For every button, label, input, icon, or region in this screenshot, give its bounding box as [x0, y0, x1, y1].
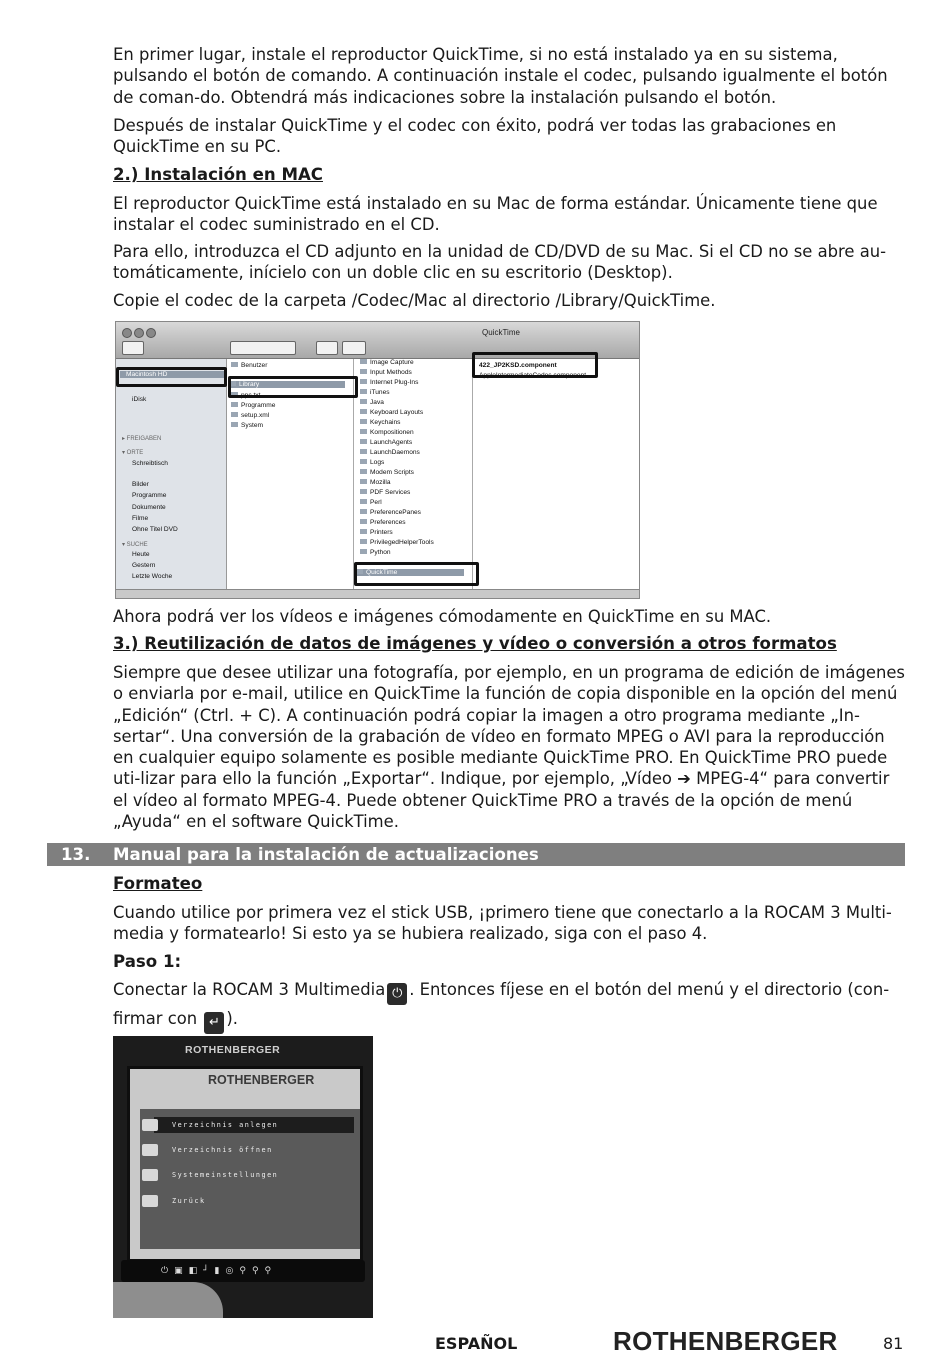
- reuse-heading: 3.) Reutilización de datos de imágenes y vídeo o conversión a otros formatos: [113, 634, 837, 653]
- sidebar-item: Gestern: [132, 562, 156, 569]
- file-item: ppc.txt: [231, 392, 260, 399]
- codec-file-item: 422_JP2KSD.component: [479, 362, 557, 369]
- sidebar-item: Programme: [132, 492, 167, 499]
- footer-language: ESPAÑOL: [435, 1334, 518, 1353]
- codec-file-item: AppleIntermediateCodec.component: [479, 372, 587, 379]
- folder-item: Keyboard Layouts: [360, 409, 423, 416]
- sidebar-item: Filme: [132, 515, 149, 522]
- page-number: 81: [883, 1334, 904, 1353]
- view-mode-icon: [230, 341, 296, 355]
- step1-heading: Paso 1:: [113, 952, 182, 971]
- folder-item: Internet Plug-Ins: [360, 379, 418, 386]
- footer-brand-logo: ROTHENBERGER: [613, 1326, 838, 1356]
- folder-item: Java: [360, 399, 384, 406]
- back-icon: [142, 1195, 158, 1207]
- device-menu-item: Systemeinstellungen: [154, 1167, 354, 1183]
- highlight-library: [228, 376, 358, 398]
- sidebar-item: Letzte Woche: [132, 573, 173, 580]
- device-menu-item: Zurück: [154, 1193, 354, 1209]
- minimize-dot-icon: [134, 328, 144, 338]
- device-keys-icon: ⏻▣◧┘▮◎⚲⚲⚲: [161, 1266, 278, 1276]
- section-title: Manual para la instalación de actualizaciones: [113, 845, 539, 864]
- sidebar-item-idisk: iDisk: [132, 396, 147, 403]
- section-bar: [47, 843, 905, 866]
- power-icon: ⏻: [387, 983, 407, 1005]
- device-button-panel: [121, 1260, 365, 1282]
- sidebar-item: Ohne Titel DVD: [132, 526, 178, 533]
- folder-open-icon: [142, 1144, 158, 1156]
- sidebar-item: Dokumente: [132, 504, 166, 511]
- folder-item: System: [231, 422, 263, 429]
- device-photo: [113, 1036, 373, 1318]
- sidebar-item: Schreibtisch: [132, 460, 168, 467]
- folder-item: Keychains: [360, 419, 400, 426]
- sidebar-header-places: ▾ ORTE: [122, 450, 144, 456]
- folder-item: Perl: [360, 499, 382, 506]
- finder-column-library: [354, 359, 473, 589]
- folder-item: LaunchDaemons: [360, 449, 420, 456]
- back-forward-icon: [122, 341, 144, 355]
- finger-image: [113, 1282, 223, 1318]
- sidebar-item: Bilder: [132, 481, 149, 488]
- device-menu-item: Verzeichnis anlegen: [154, 1117, 354, 1133]
- folder-item: PreferencePanes: [360, 509, 421, 516]
- after-install-paragraph: Después de instalar QuickTime y el codec con éxito, podrá ver todas las grabaciones en QuickTime en su PC.: [113, 116, 837, 157]
- sidebar-item-macintosh-hd: Macintosh HD: [120, 371, 226, 378]
- highlight-quicktime: [354, 562, 479, 586]
- copy-codec-paragraph: Copie el codec de la carpeta /Codec/Mac al directorio /Library/QuickTime.: [113, 291, 716, 310]
- device-screen-brand: ROTHENBERGER: [208, 1073, 315, 1087]
- folder-item: Programme: [231, 402, 275, 409]
- intro-paragraph: En primer lugar, instale el reproductor QuickTime, si no está instalado ya en su sistema, pulsando el botón de comando. A continuación instale el codec, pulsando igualmente el botón de coman-do. Obtendrá más indicaciones sobre la instalación pulsando el botón.: [113, 45, 888, 107]
- finder-window-title: QuickTime: [482, 328, 520, 337]
- folder-item: Python: [360, 549, 391, 556]
- device-brand-top: ROTHENBERGER: [185, 1044, 281, 1056]
- folder-item: PDF Services: [360, 489, 410, 496]
- insert-cd-paragraph: Para ello, introduzca el CD adjunto en la unidad de CD/DVD de su Mac. Si el CD no se abre au-tomáticamente, inícielo con un doble clic en su escritorio (Desktop).: [113, 242, 887, 283]
- mac-install-heading: 2.) Instalación en MAC: [113, 165, 323, 184]
- folder-new-icon: [142, 1119, 158, 1131]
- enter-icon: ↵: [204, 1012, 224, 1034]
- device-menu: [140, 1109, 360, 1249]
- settings-icon: [142, 1169, 158, 1181]
- section-number: 13.: [61, 845, 91, 864]
- folder-item: Benutzer: [231, 362, 267, 369]
- folder-item: Mozilla: [360, 479, 391, 486]
- device-menu-item: Verzeichnis öffnen: [154, 1142, 354, 1158]
- format-heading: Formateo: [113, 874, 203, 893]
- format-paragraph: Cuando utilice por primera vez el stick USB, ¡primero tiene que conectarlo a la ROCAM 3 Multi-media y formatearlo! Si esto ya se hubiera realizado, siga con el paso 4.: [113, 903, 892, 944]
- file-item: setup.xml: [231, 412, 269, 419]
- folder-item: LaunchAgents: [360, 439, 412, 446]
- folder-item: Logs: [360, 459, 384, 466]
- folder-item: Preferences: [360, 519, 406, 526]
- sidebar-header-search: ▾ SUCHE: [122, 542, 148, 548]
- view-videos-paragraph: Ahora podrá ver los vídeos e imágenes cómodamente en QuickTime en su MAC.: [113, 607, 772, 626]
- folder-item: Kompositionen: [360, 429, 414, 436]
- finder-statusbar: [116, 589, 639, 598]
- highlight-codec-file: [472, 352, 598, 378]
- reuse-paragraph: Siempre que desee utilizar una fotografía, por ejemplo, en un programa de edición de imágenes o enviarla por e-mail, utilice en QuickTime la función de copia disponible en la opción del menú „Edición“ (Ctrl. + C). A continuación podrá copiar la imagen a otro programa mediante „In-sertar“. Una conversión de la grabación de vídeo en formato MPEG o AVI para la reproducción en cualquier equipo solamente es posible mediante QuickTime PRO. En QuickTime PRO puede uti-lizar para ello la función „Exportar“. Indique, por ejemplo, „Vídeo ➔ MPEG-4“ para convertir el vídeo al formato MPEG-4. Puede obtener QuickTime PRO a través de la opción de menú „Ayuda“ en el software QuickTime.: [113, 663, 905, 832]
- folder-item: iTunes: [360, 389, 390, 396]
- folder-item: Image Capture: [360, 359, 414, 366]
- step1-paragraph: Conectar la ROCAM 3 Multimedia ⏻ . Entonces fíjese en el botón del menú y el directorio (con- firmar con ↵ ).: [113, 976, 908, 1034]
- gear-icon: [342, 341, 366, 355]
- highlight-macintosh-hd: [116, 367, 227, 387]
- mac-standard-paragraph: El reproductor QuickTime está instalado en su Mac de forma estándar. Únicamente tiene que instalar el codec suministrado en el CD.: [113, 194, 878, 235]
- sidebar-item: Heute: [132, 551, 150, 558]
- sidebar-header-shared: ▸ FREIGABEN: [122, 436, 162, 442]
- folder-item: Printers: [360, 529, 393, 536]
- finder-sidebar: [116, 359, 227, 589]
- folder-item: Modem Scripts: [360, 469, 414, 476]
- quicklook-eye-icon: [316, 341, 338, 355]
- folder-item: PrivilegedHelperTools: [360, 539, 434, 546]
- zoom-dot-icon: [146, 328, 156, 338]
- device-screen: [127, 1066, 363, 1262]
- folder-item: Input Methods: [360, 369, 412, 376]
- folder-item-library: Library: [229, 381, 345, 388]
- folder-item-quicktime: QuickTime: [356, 569, 464, 576]
- finder-column-quicktime: [473, 359, 639, 589]
- finder-screenshot: [115, 321, 640, 599]
- close-dot-icon: [122, 328, 132, 338]
